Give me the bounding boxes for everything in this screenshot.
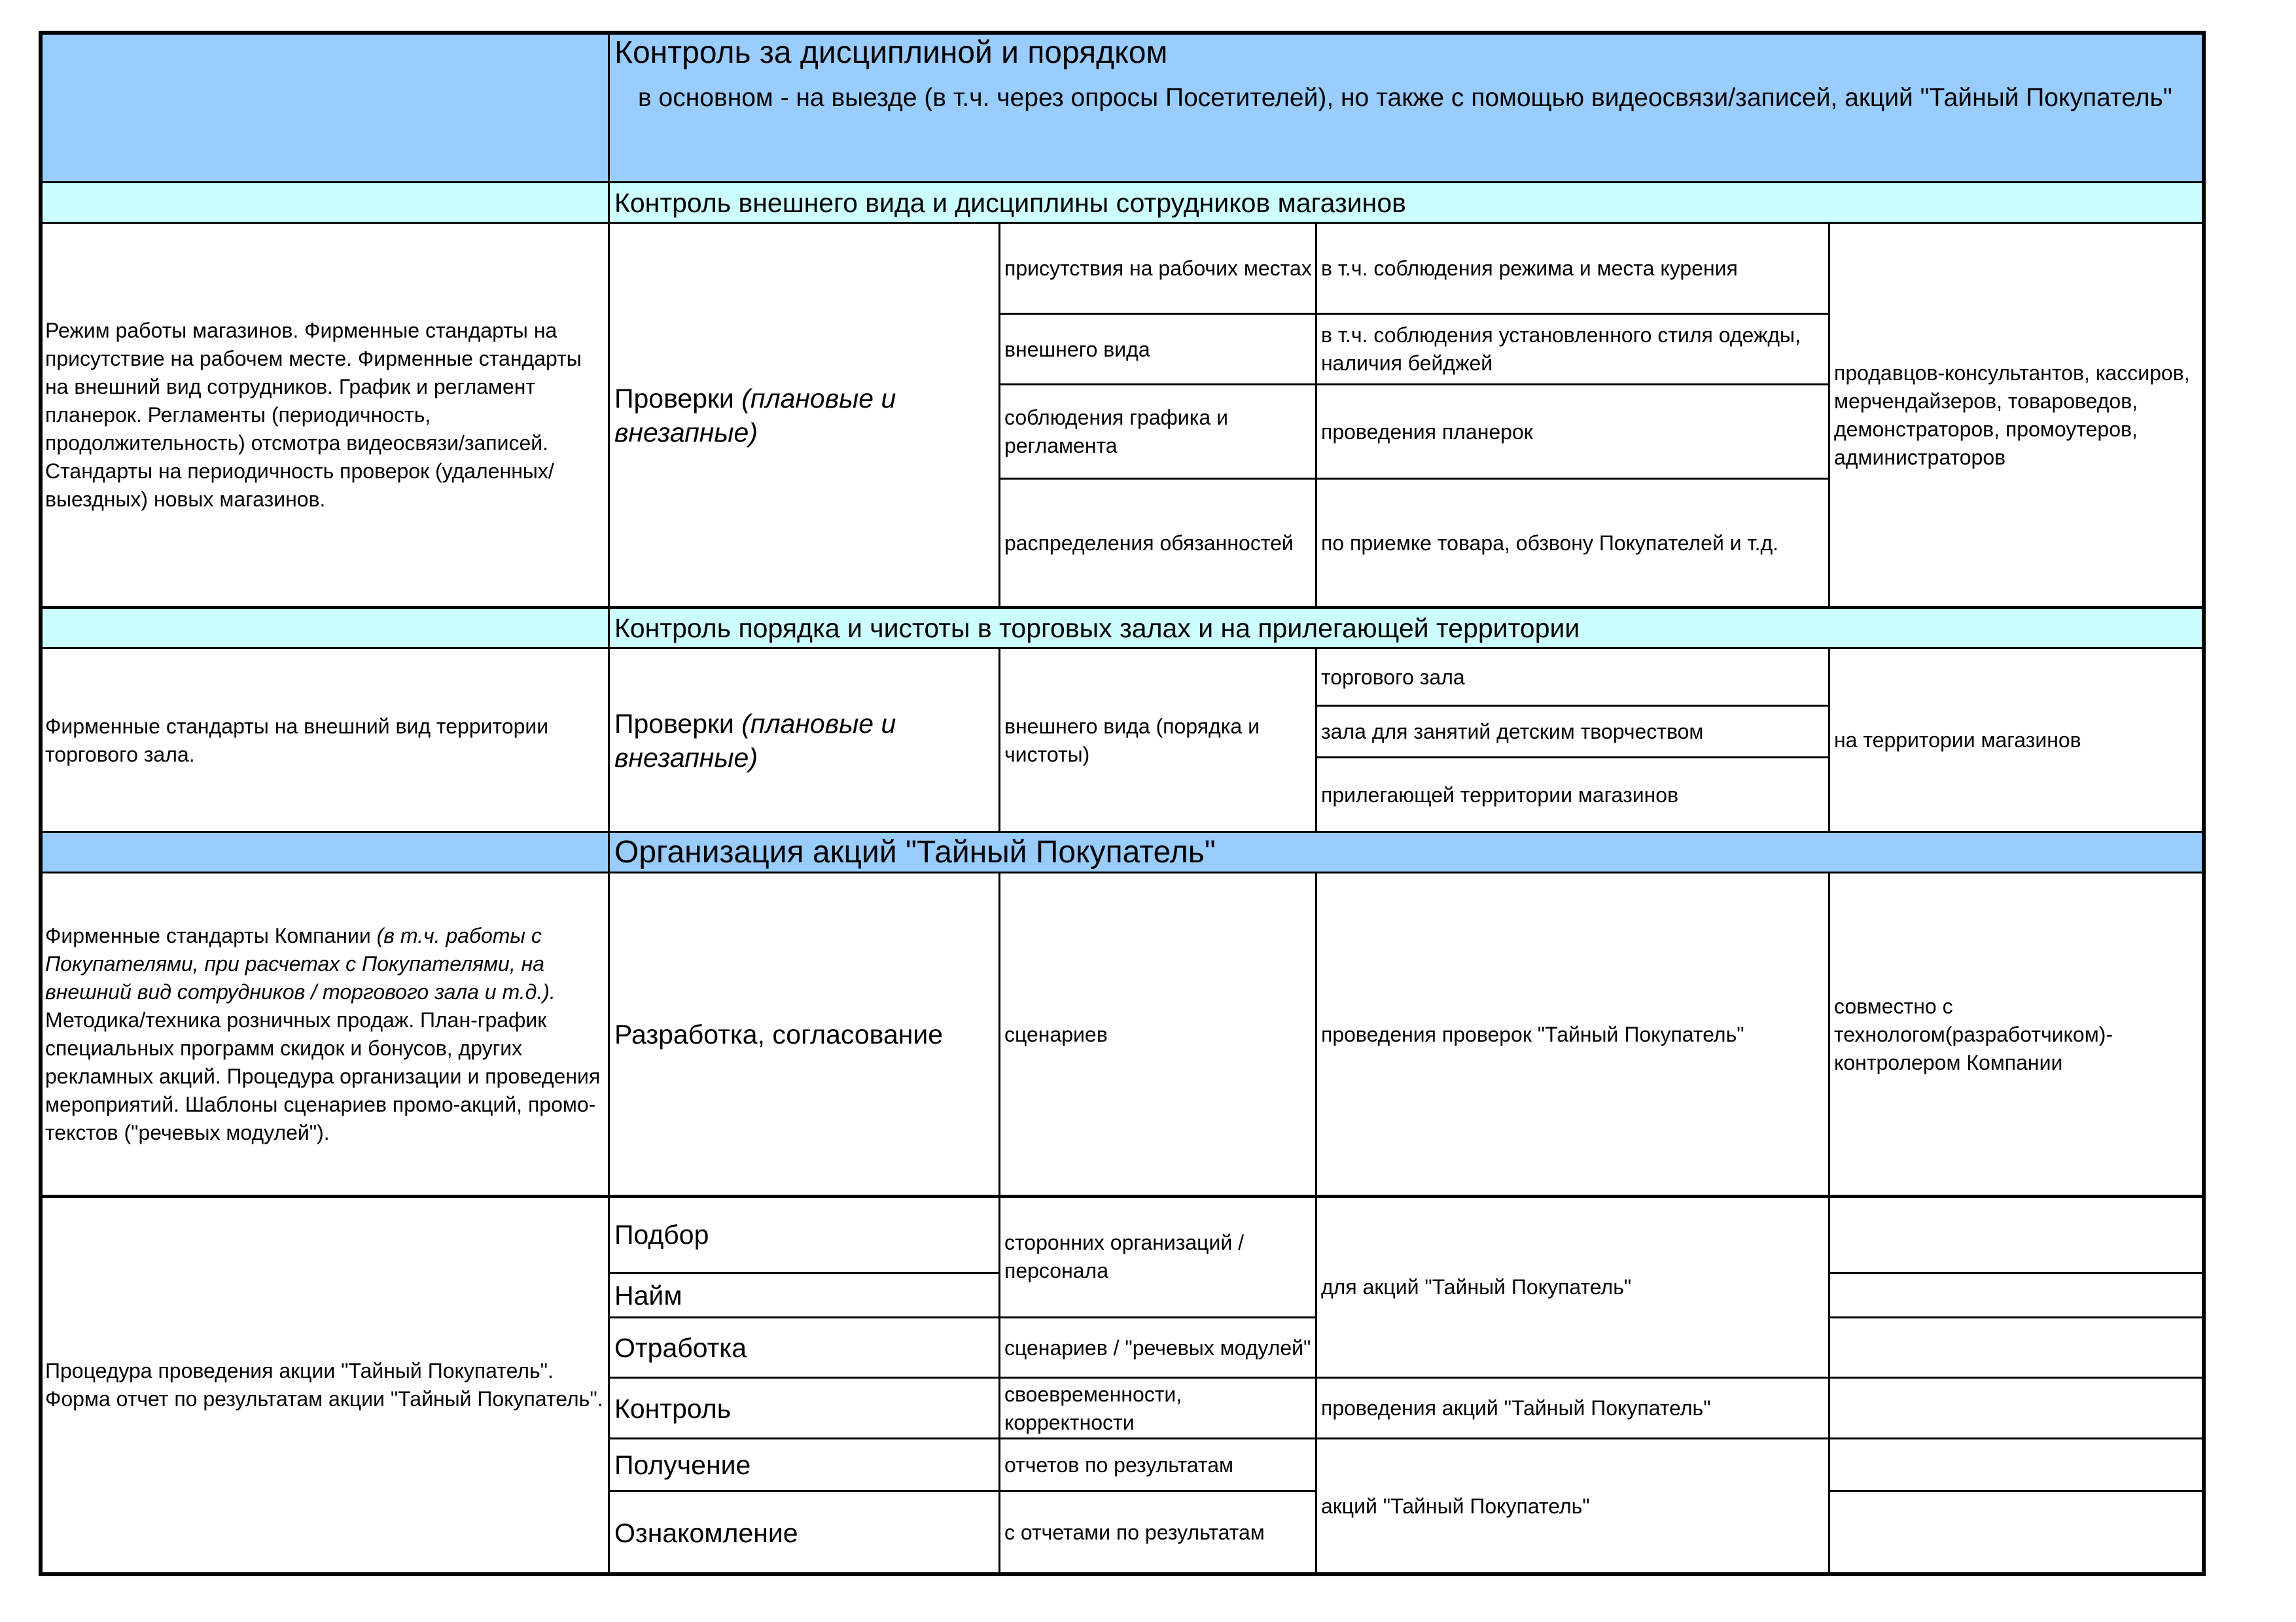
section4-object-3-text: своевременности, корректности: [1004, 1382, 1182, 1434]
section4-object-2-text: сценариев / "речевых модулей": [1004, 1335, 1311, 1360]
section4-object-4-text: отчетов по результатам: [1004, 1453, 1233, 1477]
section4-action-4-text: Контроль: [614, 1393, 732, 1424]
section1-who: продавцов-консультантов, кассиров, мерчендайзеров, товароведов, демонстраторов, промоутеров, администраторов: [1834, 361, 2190, 469]
section1-object-3: [1000, 385, 1316, 479]
section3-detail: проведения проверок "Тайный Покупатель": [1321, 1022, 1744, 1046]
rule-s2-title-bottom: [41, 647, 2203, 649]
section1-who-cell: [1829, 223, 2203, 607]
section4-object-1-text: сторонних организаций / персонала: [1004, 1231, 1245, 1282]
frame-right: [2202, 31, 2206, 1576]
section4-object-1: [1000, 1196, 1316, 1318]
section3-standards: [41, 922, 609, 1147]
section4-empty-6: [1829, 1491, 2203, 1574]
section4-detail-2-text: проведения акций "Тайный Покупатель": [1321, 1396, 1711, 1420]
section4-detail-1-text: для акций "Тайный Покупатель": [1321, 1275, 1632, 1299]
section1-action-cell: [609, 223, 1000, 607]
rule-header-bottom: [41, 181, 2203, 183]
section1-title-cell: [609, 183, 2203, 223]
section2-action-cell: [609, 648, 1000, 832]
section4-action-6: [609, 1491, 1000, 1574]
section2-where-cell: [1829, 648, 2203, 832]
rule-s4-empty-1: [1829, 1272, 2203, 1274]
section4-standards-cell: [41, 1196, 609, 1574]
section3-action: Разработка, согласование: [614, 1019, 944, 1049]
section4-action-1-text: Подбор: [614, 1220, 709, 1250]
section3-action-cell: [609, 873, 1000, 1196]
rule-s4-r4: [609, 1437, 2203, 1439]
section1-action-main: Проверки: [614, 383, 742, 414]
section3-who-cell: [1829, 873, 2203, 1196]
section4-action-4: [609, 1378, 1000, 1439]
section2-object: внешнего вида (порядка и чистоты): [1004, 714, 1260, 766]
section1-object-4-text: распределения обязанностей: [1004, 531, 1294, 555]
rule-s2-r1: [1316, 705, 1829, 707]
section4-standards: Процедура проведения акции "Тайный Покупатель". Форма отчет по результатам акции "Тайный Покупатель".: [45, 1359, 603, 1411]
section4-object-2: [1000, 1318, 1316, 1378]
rule-s1-bottom: [41, 606, 2203, 609]
rule-s1-r1: [1000, 313, 1829, 315]
section1-detail-3: [1316, 385, 1829, 479]
header-subtitle: в основном - на выезде (в т.ч. через опросы Посетителей), но также с помощью видеосвязи/записей, акций "Тайный Покупатель": [638, 84, 2172, 112]
section4-empty-2: [1829, 1273, 2203, 1318]
section2-detail-3: [1316, 758, 1829, 832]
section1-detail-1-text: в т.ч. соблюдения режима и места курения: [1321, 256, 1738, 280]
frame-left: [39, 31, 43, 1576]
section4-object-5: [1000, 1491, 1316, 1574]
section1-detail-1: [1316, 223, 1829, 314]
section1-title-left: [41, 183, 609, 223]
section3-title: Организация акций "Тайный Покупатель": [614, 835, 1216, 870]
section1-object-3-text: соблюдения графика и регламента: [1004, 406, 1228, 457]
section4-object-5-text: с отчетами по результатам: [1004, 1521, 1265, 1544]
section2-title-left: [41, 607, 609, 648]
rule-col3-s34: [1315, 873, 1317, 1574]
section4-detail-3: [1316, 1439, 1829, 1574]
rule-s2-bottom: [41, 831, 2203, 833]
section1-detail-2: [1316, 314, 1829, 385]
rule-s4-r2: [609, 1316, 1316, 1318]
section1-standards-cell: [41, 223, 609, 607]
rule-s1-r2: [1000, 383, 1829, 385]
section4-detail-1: [1316, 1196, 1829, 1378]
section4-action-1: [609, 1196, 1000, 1273]
section2-detail-1-text: торгового зала: [1321, 665, 1465, 689]
section4-action-3-text: Отработка: [614, 1333, 747, 1363]
rule-col2-s1: [998, 223, 1000, 607]
section4-empty-4: [1829, 1378, 2203, 1439]
rule-s4-r5: [609, 1490, 1316, 1492]
section2-detail-2: [1316, 706, 1829, 758]
section4-empty-3: [1829, 1318, 2203, 1378]
section2-detail-1: [1316, 648, 1829, 706]
section4-empty-1: [1829, 1196, 2203, 1273]
section1-detail-3-text: проведения планерок: [1321, 419, 1533, 444]
section4-detail-2: [1316, 1378, 1829, 1439]
section2-action: [609, 707, 1000, 775]
frame-top: [39, 31, 2206, 35]
section1-object-4: [1000, 479, 1316, 607]
rule-s3-bottom: [41, 1195, 2203, 1198]
section2-title-cell: [609, 607, 2203, 648]
section4-empty-5: [1829, 1439, 2203, 1491]
section4-object-3: [1000, 1378, 1316, 1439]
section2-where: на территории магазинов: [1834, 728, 2081, 752]
section2-action-main: Проверки: [614, 708, 742, 739]
section3-who: совместно с технологом(разработчиком)-контролером Компании: [1834, 994, 2113, 1074]
section2-title: Контроль порядка и чистоты в торговых залах и на прилегающей территории: [614, 612, 1580, 643]
rule-s1-title-bottom: [41, 222, 2203, 224]
section3-object: сценариев: [1004, 1022, 1108, 1046]
section3-title-left: [41, 832, 609, 873]
rule-s4-empty-2: [1829, 1316, 2203, 1318]
section1-action: [609, 381, 1000, 450]
rule-col4-s1: [1828, 223, 1830, 607]
rule-s1-r3: [1000, 478, 1829, 480]
section3-detail-cell: [1316, 873, 1829, 1196]
section2-object-cell: [1000, 648, 1316, 832]
section3-object-cell: [1000, 873, 1316, 1196]
rule-col2-s34: [998, 873, 1000, 1574]
section1-detail-4: [1316, 479, 1829, 607]
section4-action-6-text: Ознакомление: [614, 1517, 798, 1548]
header-cell: [609, 33, 2203, 183]
rule-col4-s2: [1828, 648, 1830, 832]
rule-col4-s34: [1828, 873, 1830, 1574]
section2-standards-cell: [41, 648, 609, 832]
header-title: Контроль за дисциплиной и порядком: [614, 35, 1168, 70]
section4-action-2-text: Найм: [614, 1280, 682, 1311]
section3-standards-main: Фирменные стандарты Компании: [45, 924, 377, 947]
section4-object-4: [1000, 1439, 1316, 1491]
header-left-cell: [41, 33, 609, 183]
section2-detail-3-text: прилегающей территории магазинов: [1321, 783, 1679, 807]
section3-standards-rest: Методика/техника розничных продаж. План-график специальных программ скидок и бонусов, других рекламных акций. Процедура организации и проведения мероприятий. Шаблоны сценариев промо-акций, промо-текстов ("речевых модулей").: [45, 1008, 601, 1144]
rule-s2-r2: [1316, 756, 1829, 758]
rule-col3-s2: [1315, 648, 1317, 832]
rule-col1: [608, 33, 610, 1574]
section1-title: Контроль внешнего вида и дисциплины сотрудников магазинов: [614, 188, 1406, 218]
section2-detail-2-text: зала для занятий детским творчеством: [1321, 720, 1704, 743]
section2-action-note: (плановые и внезапные): [614, 708, 896, 773]
rule-s4-action-1: [609, 1272, 1000, 1274]
section1-object-1: [1000, 223, 1316, 314]
rule-s4-empty-5: [1829, 1490, 2203, 1492]
section1-object-2-text: внешнего вида: [1004, 337, 1150, 361]
section1-object-2: [1000, 314, 1316, 385]
section4-action-3: [609, 1318, 1000, 1378]
section1-object-1-text: присутствия на рабочих местах: [1004, 256, 1312, 280]
section1-detail-4-text: по приемке товара, обзвону Покупателей и т.д.: [1321, 531, 1779, 555]
section1-detail-2-text: в т.ч. соблюдения установленного стиля одежды, наличия бейджей: [1321, 323, 1801, 375]
rule-col3-s1: [1315, 223, 1317, 607]
section3-standards-cell: [41, 873, 609, 1196]
rule-s3-title-bottom: [41, 872, 2203, 873]
section4-detail-3-text: акций "Тайный Покупатель": [1321, 1494, 1590, 1518]
section3-title-cell: [609, 832, 2203, 873]
section1-action-note: (плановые и внезапные): [614, 383, 896, 448]
rule-s4-r3: [609, 1377, 2203, 1379]
section4-action-5: [609, 1439, 1000, 1491]
section2-standards: Фирменные стандарты на внешний вид территории торгового зала.: [45, 714, 549, 766]
section4-action-2: [609, 1273, 1000, 1318]
section4-action-5-text: Получение: [614, 1450, 751, 1480]
section3-standards-note: (в т.ч. работы с Покупателями, при расчетах с Покупателями, на внешний вид сотрудников / торгового зала и т.д.).: [45, 924, 556, 1004]
frame-bottom: [39, 1572, 2206, 1576]
section1-standards: Режим работы магазинов. Фирменные стандарты на присутствие на рабочем месте. Фирменные стандарты на внешний вид сотрудников. График и регламент планерок. Регламенты (периодичность, продолжительность) отсмотра видеосвязи/записей. Стандарты на периодичность проверок (удаленных/выездных) новых магазинов.: [45, 319, 582, 511]
rule-col2-s2: [998, 648, 1000, 832]
